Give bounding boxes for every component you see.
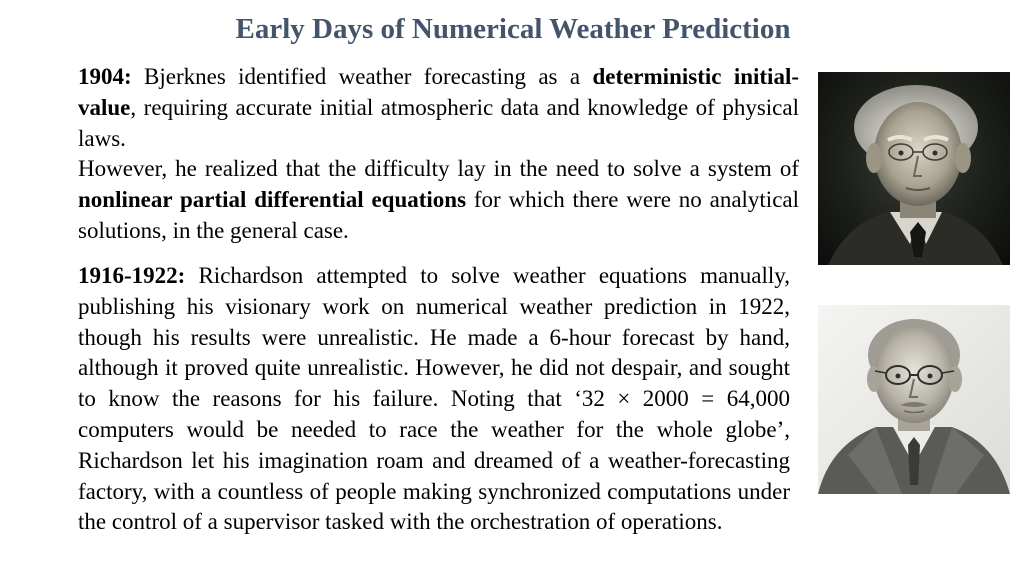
portrait-image-richardson	[818, 305, 1010, 494]
portrait-bjerknes-drawing	[818, 72, 1010, 265]
bold-term-nonlinear: nonlinear partial differential equations	[78, 187, 467, 213]
portrait-richardson-drawing	[818, 305, 1010, 494]
text-1904-before-bold: Bjerknes identified weather forecasting as a	[131, 64, 593, 89]
bold-term-deterministic: deterministic initial-value	[78, 64, 799, 120]
year-label-1904: 1904:	[78, 64, 132, 89]
text-1904-continuation-before: However, he realized that the difficulty lay in the need to solve a system of	[78, 156, 799, 182]
paragraph-1916-1922	[78, 261, 790, 538]
text-1904-continuation-after: for which there were no analytical solutions, in the general case.	[78, 187, 800, 243]
paragraph-1904	[78, 62, 799, 247]
paragraph-1904-part-1	[78, 62, 799, 154]
paragraph-1904-part-2	[78, 154, 799, 246]
year-label-1916-1922: 1916-1922:	[78, 263, 186, 288]
portrait-image-bjerknes	[818, 72, 1010, 265]
text-1916-1922: Richardson attempted to solve weather equations manually, publishing his visionary work on numerical weather prediction in 1922, though his results were unrealistic. He made a 6-hour forecast by hand, although it proved quite unrealistic. However, he did not despair, and sought to know the reasons for his failure. Noting that ‘32 × 2000 = 64,000 computers would be needed to race the weather for the whole globe’, Richardson let his imagination roam and dreamed of a weather-forecasting factory, with a countless of people making synchronized computations under the control of a supervisor tasked with the orchestration of operations.	[78, 263, 790, 535]
slide-title: Early Days of Numerical Weather Prediction	[235, 13, 791, 45]
text-1904-after-bold: , requiring accurate initial atmospheric data and knowledge of physical laws.	[78, 94, 799, 151]
